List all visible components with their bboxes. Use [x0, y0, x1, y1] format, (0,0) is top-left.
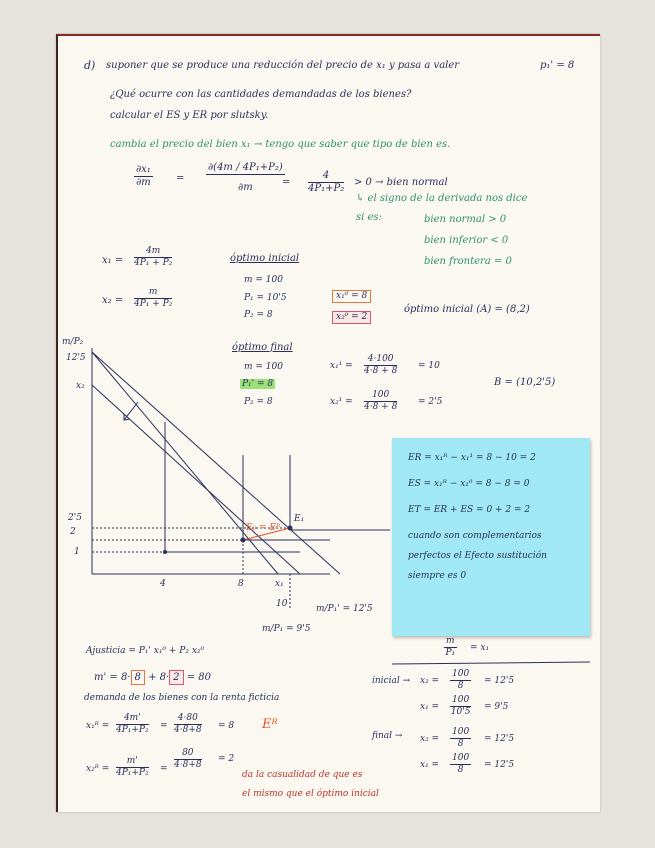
- new-price-highlight: P₁' = 8: [242, 379, 274, 389]
- y-tick-1: 1: [74, 547, 80, 557]
- f-x1-fraction: $\frac{100}{8}$: [452, 753, 470, 775]
- x-tick-x1: x₁: [275, 579, 284, 589]
- f-x2-fraction: $\frac{100}{8}$: [452, 727, 470, 749]
- y-axis-label: m/P₂: [62, 337, 84, 347]
- final-point: B = (10,2'5): [494, 377, 556, 388]
- i-x2-fraction: $\frac{100}{8}$: [452, 669, 470, 691]
- intercept-fraction: $\frac{m}{\text{P₁}}$: [445, 636, 456, 658]
- y-tick-x2: x₂: [76, 381, 85, 391]
- xr2-fraction: $\frac{m'}{\text{4P₁+P₂}}$: [116, 756, 149, 778]
- statement-line-3: calcular el ES y ER por slutsky.: [110, 110, 269, 121]
- i-x1-fraction: $\frac{100}{10'5}$: [450, 695, 471, 717]
- rule-normal: bien normal > 0: [424, 214, 507, 225]
- initial-point: óptimo inicial (A) = (8,2): [404, 304, 530, 315]
- sticky-note-line-3: siempre es 0: [408, 571, 467, 581]
- ajusticia-formula: Ajusticia = P₁' x₁⁰ + P₂ x₂⁰: [86, 646, 205, 656]
- item-label: d): [84, 59, 96, 72]
- fictitious-demand-title: demanda de los bienes con la renta ficticia: [84, 693, 280, 703]
- x-tick-10: 10: [276, 599, 288, 609]
- type-of-good-note: cambia el precio del bien x₁ → tengo que saber que tipo de bien es.: [110, 139, 451, 150]
- sticky-note-line-2: perfectos el Efecto sustitución: [408, 551, 547, 561]
- conclusion-line-2: el mismo que el óptimo inicial: [242, 789, 379, 799]
- derivative-result-fraction: $\frac{4}{\text{4P₁+P₂}}$: [308, 170, 345, 194]
- et-formula: ET = ER + ES = 0 + 2 = 2: [408, 505, 531, 515]
- er-formula: ER = x₁ᴿ − x₁¹ = 8 − 10 = 2: [408, 453, 536, 463]
- y-tick-2: 2: [70, 527, 76, 537]
- optimo-final-title: óptimo final: [232, 342, 293, 353]
- x1-final-fraction: $\frac{4\cdot 100}{4\cdot 8 + 8}$: [364, 354, 398, 376]
- point-e0: [241, 538, 246, 543]
- er-label: Eᴿ: [262, 717, 278, 732]
- e1-label: E₁: [294, 514, 305, 524]
- x-tick-4: 4: [160, 579, 166, 589]
- xr2-fraction-values: $\frac{80}{4\cdot 8+8}$: [174, 748, 202, 770]
- derivative-fraction: $\frac{\text{∂x₁}}{\partial m}$: [136, 164, 151, 188]
- statement-line-2: ¿Qué ocurre con las cantidades demandadas de los bienes?: [110, 89, 412, 100]
- point-e1: [288, 526, 293, 531]
- initial-label: inicial →: [372, 676, 411, 686]
- rule-frontier: bien frontera = 0: [424, 256, 512, 267]
- conclusion-line-1: da la casualidad de que es: [242, 770, 363, 780]
- statement-price: p₁' = 8: [540, 60, 575, 71]
- x-intercept-new: m/P₁' = 12'5: [316, 604, 373, 614]
- x1-demand-fraction: $\frac{4m}{\text{4P₁ + P₂}}$: [134, 246, 173, 268]
- x-tick-8: 8: [238, 579, 244, 589]
- sticky-note-line-1: cuando son complementarios: [408, 531, 542, 541]
- y-tick-12-5: 12'5: [66, 353, 86, 363]
- point-auxiliary: [163, 550, 167, 554]
- y-tick-2-5: 2'5: [68, 513, 82, 523]
- x2-final-fraction: $\frac{100}{4\cdot 8 + 8}$: [364, 390, 398, 412]
- x2-demand-fraction: $\frac{m}{\text{4P₁ + P₂}}$: [134, 287, 173, 309]
- sticky-note: [392, 438, 590, 636]
- x1-initial-boxed: x₁⁰ = 8: [332, 290, 371, 303]
- x-intercept-old: m/P₁ = 9'5: [262, 624, 311, 634]
- final-label: final →: [372, 731, 403, 741]
- m-prime-formula: m' = 8· 8 + 8· 2 = 80: [94, 672, 212, 683]
- rule-inferior: bien inferior < 0: [424, 235, 509, 246]
- xr1-fraction-values: $\frac{4\cdot 80}{4\cdot 8+8}$: [174, 713, 202, 735]
- e0-label: E₀ = Eᴿ: [246, 523, 281, 533]
- optimo-inicial-title: óptimo inicial: [230, 253, 300, 264]
- xr1-fraction: $\frac{4m'}{\text{4P₁+P₂}}$: [116, 713, 149, 735]
- derivative-sign-note: ↳ el signo de la derivada nos dice: [356, 193, 528, 204]
- es-formula: ES = x₁ᴿ − x₁⁰ = 8 − 8 = 0: [408, 479, 530, 489]
- x2-initial-boxed: x₂⁰ = 2: [332, 311, 371, 324]
- derivative-expression: $\frac{\text{∂(4m / 4P₁+P₂)}}{\partial m}$: [208, 162, 283, 193]
- normal-good-result: > 0 → bien normal: [354, 177, 448, 188]
- statement-line-1: suponer que se produce una reducción del precio de x₁ y pasa a valer: [106, 60, 460, 71]
